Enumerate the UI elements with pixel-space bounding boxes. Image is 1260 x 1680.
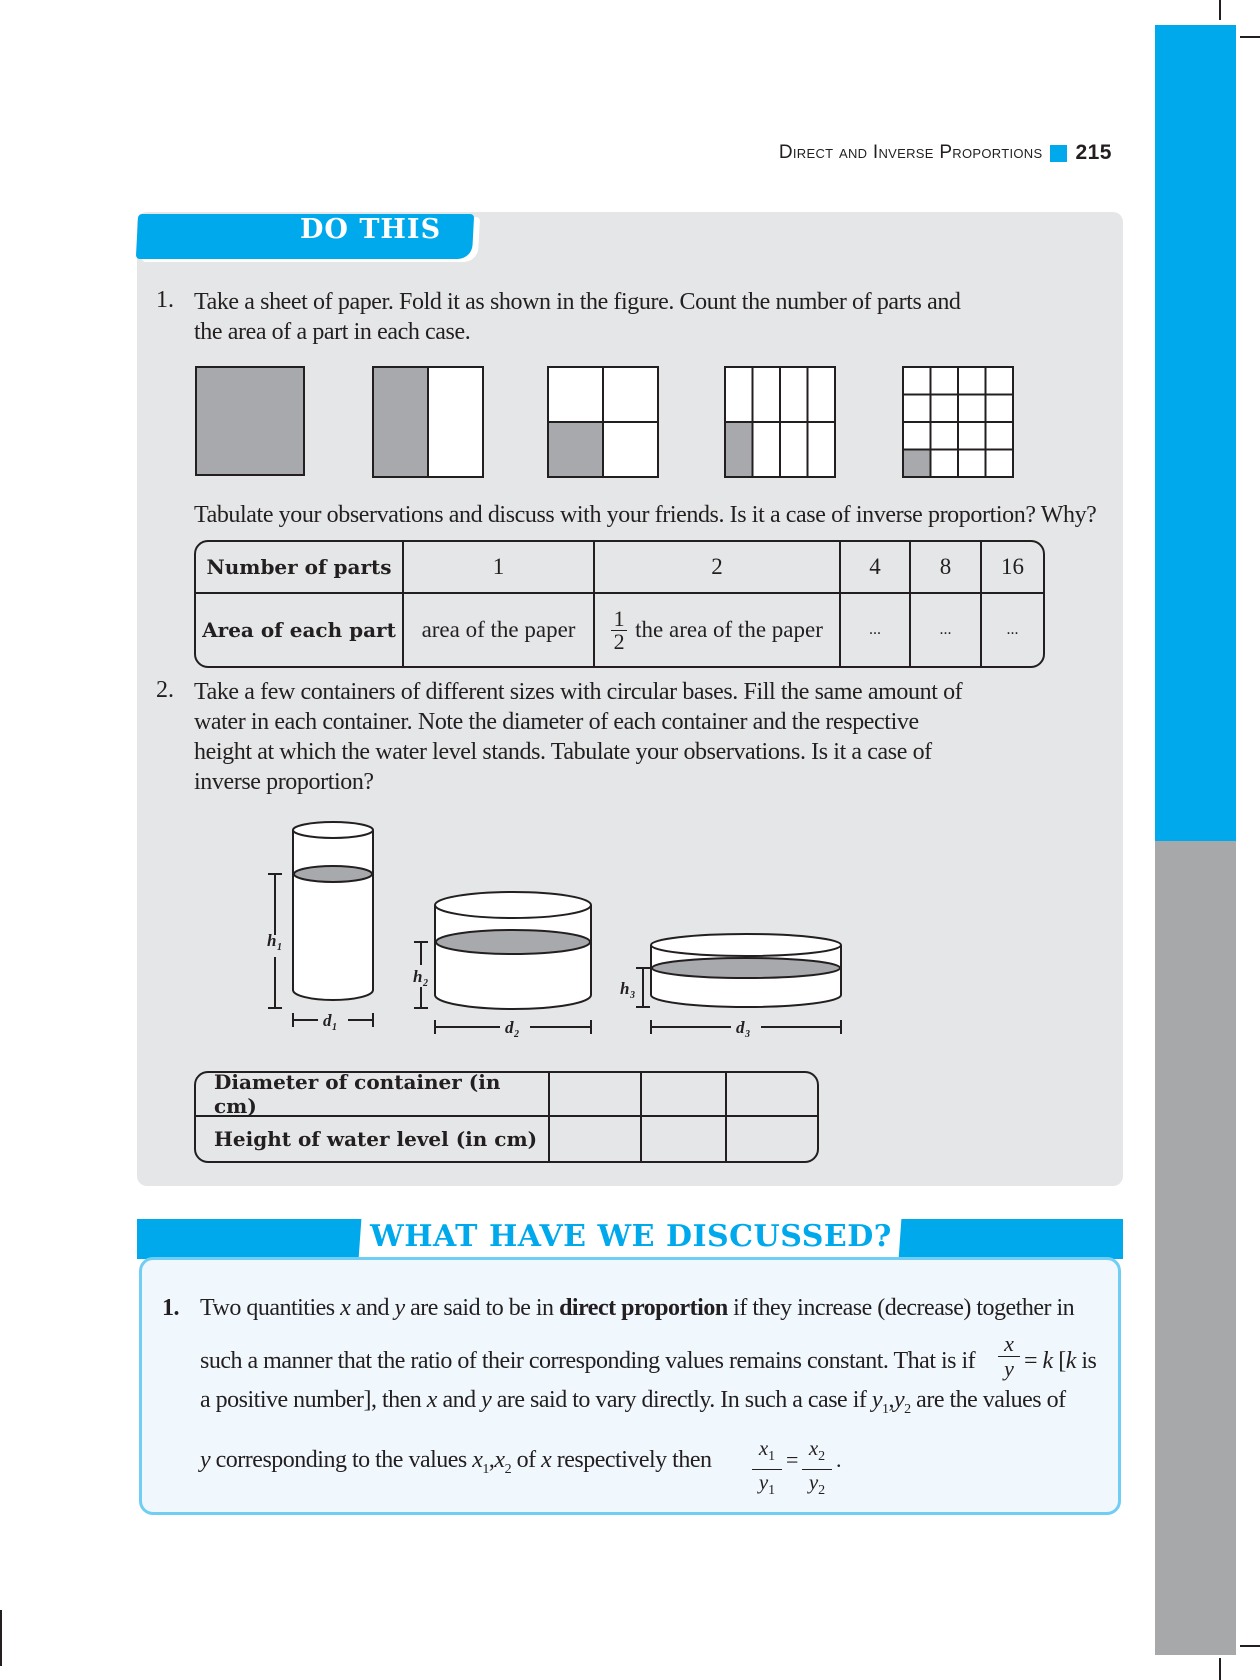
tabulate-instruction: Tabulate your observations and discuss with your friends. Is it a case of inverse proportion? Why? xyxy=(194,502,1097,528)
label-subscript: 3 xyxy=(745,1029,750,1040)
table-cell-empty xyxy=(640,1073,725,1115)
label-h1: h xyxy=(267,931,277,950)
discussion-line3: a positive number], then x and y are said to vary directly. In such a case if $y_1,y_2$ are the values of xyxy=(200,1387,1066,1417)
table-cell-empty xyxy=(725,1115,817,1161)
table-header-height: Height of water level (in cm) xyxy=(196,1115,548,1161)
containers-figure xyxy=(255,815,855,1040)
label-d1: d xyxy=(323,1011,332,1030)
page-number: 215 xyxy=(1075,141,1112,164)
item2-text-line2: water in each container. Note the diameter of each container and the respective xyxy=(194,709,919,735)
label-h2: h xyxy=(413,967,423,986)
paper-fold-4 xyxy=(547,366,659,478)
label-subscript: 3 xyxy=(630,990,635,1001)
ratio-x2-y2: $x_2$ $y_2$ xyxy=(802,1436,832,1503)
item1-text-line2: the area of a part in each case. xyxy=(194,319,471,345)
label-subscript: 2 xyxy=(514,1029,519,1040)
equals-sign: = xyxy=(786,1447,799,1472)
table-cell: area of the paper xyxy=(402,592,593,666)
label-subscript: 1 xyxy=(332,1022,337,1033)
fraction-numerator: 1 xyxy=(613,605,625,631)
table-cell: 4 xyxy=(839,542,909,592)
diameter-height-table xyxy=(194,1071,819,1163)
discussion-line2: such a manner that the ratio of their corresponding values remains constant. That is if xyxy=(200,1348,976,1374)
table-cell: 1 xyxy=(402,542,593,592)
table-header-area: Area of each part xyxy=(196,592,402,666)
paper-fold-2 xyxy=(372,366,484,478)
side-strip-blue xyxy=(1155,25,1236,841)
crop-mark xyxy=(1240,1645,1260,1647)
side-strip-grey xyxy=(1155,841,1236,1655)
item-number: 2. xyxy=(156,677,174,703)
crop-mark xyxy=(1219,1658,1221,1680)
item-number: 1. xyxy=(156,287,174,313)
discussed-heading: WHAT HAVE WE DISCUSSED? xyxy=(370,1219,892,1254)
crop-mark xyxy=(1240,36,1260,38)
ratio-x1-y1: $x_1$ $y_1$ xyxy=(752,1436,782,1503)
crop-mark xyxy=(0,1610,2,1666)
item2-text-line1: Take a few containers of different sizes with circular bases. Fill the same amount of xyxy=(194,679,963,705)
label-subscript: 2 xyxy=(423,978,428,989)
table-cell: ... xyxy=(839,592,909,666)
table-cell-empty xyxy=(725,1073,817,1115)
table-cell-text: the area of the paper xyxy=(635,617,823,642)
fraction-denominator: 2 xyxy=(613,628,625,654)
chapter-title: Direct and Inverse Proportions xyxy=(778,142,1043,163)
table-cell-empty xyxy=(548,1073,640,1115)
parts-area-table xyxy=(194,540,1045,668)
item-number: 1. xyxy=(162,1295,179,1321)
table-cell-empty xyxy=(640,1115,725,1161)
table-cell: 2 xyxy=(593,542,839,592)
label-d2: d xyxy=(505,1018,514,1037)
label-subscript: 1 xyxy=(277,942,282,953)
paper-fold-1 xyxy=(195,366,305,476)
table-header-diameter: Diameter of container (in cm) xyxy=(214,1071,501,1118)
paper-fold-8 xyxy=(724,366,836,478)
table-header-parts: Number of parts xyxy=(206,555,392,579)
period: . xyxy=(836,1447,842,1472)
accent-square-icon xyxy=(1050,145,1067,162)
table-cell: ... xyxy=(909,592,980,666)
ratio-fraction: x y xyxy=(998,1332,1020,1381)
running-head xyxy=(779,141,1112,165)
label-h3: h xyxy=(620,979,630,998)
item2-text-line4: inverse proportion? xyxy=(194,769,374,795)
table-cell: ... xyxy=(980,592,1043,666)
discussion-line1: Two quantities x and y are said to be in direct proportion if they increase (decrease) together in xyxy=(200,1295,1075,1321)
discussion-line2-end: = k [k is xyxy=(1024,1348,1097,1374)
paper-fold-16 xyxy=(902,366,1014,478)
label-d3: d xyxy=(736,1018,745,1037)
table-cell-empty xyxy=(548,1115,640,1161)
item1-text-line1: Take a sheet of paper. Fold it as shown in the figure. Count the number of parts and xyxy=(194,289,961,315)
table-cell: 16 xyxy=(980,542,1043,592)
table-cell-half xyxy=(593,592,839,666)
crop-mark xyxy=(1219,0,1221,20)
do-this-label: DO THIS xyxy=(300,214,442,245)
discussion-line4: y corresponding to the values $x_1,x_2$ of x respectively then xyxy=(200,1447,712,1477)
item2-text-line3: height at which the water level stands. Tabulate your observations. Is it a case of xyxy=(194,739,932,765)
table-cell: 8 xyxy=(909,542,980,592)
fraction-half xyxy=(611,605,627,654)
